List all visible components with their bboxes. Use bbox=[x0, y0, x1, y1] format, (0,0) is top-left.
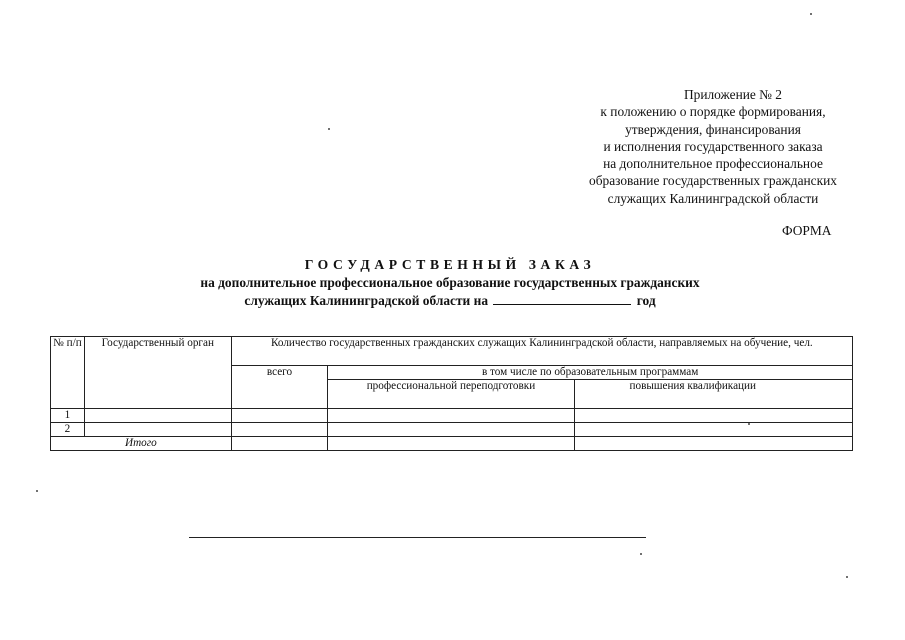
cell-org bbox=[84, 409, 231, 423]
table-total-row bbox=[51, 437, 853, 451]
form-label: ФОРМА bbox=[782, 223, 832, 238]
table-header-row bbox=[51, 337, 853, 366]
cell-qualification bbox=[574, 423, 852, 437]
cell-qualification bbox=[574, 437, 852, 451]
header-org: Государственный орган bbox=[84, 337, 231, 409]
annex-title: Приложение № 2 bbox=[683, 87, 783, 102]
table-row bbox=[51, 423, 853, 437]
cell-total bbox=[231, 409, 328, 423]
signature-line bbox=[189, 537, 646, 538]
cell-org bbox=[84, 423, 231, 437]
header-num: № п/п bbox=[51, 337, 85, 409]
header-count: Количество государственных гражданских служащих Калининградской области, направляемых на обучение, чел. bbox=[231, 337, 852, 366]
scan-speck bbox=[810, 13, 812, 15]
scan-speck bbox=[640, 553, 642, 555]
scan-speck bbox=[328, 128, 330, 130]
header-including: в том числе по образовательным программам bbox=[328, 366, 853, 380]
subtitle-suffix: год bbox=[636, 292, 656, 308]
subtitle-prefix: служащих Калининградской области на bbox=[244, 292, 489, 308]
cell-retraining bbox=[328, 437, 574, 451]
row-number: 1 bbox=[51, 409, 85, 423]
order-table bbox=[50, 336, 853, 451]
scan-speck bbox=[36, 490, 38, 492]
cell-retraining bbox=[328, 409, 574, 423]
cell-retraining bbox=[328, 423, 574, 437]
scan-speck bbox=[748, 423, 750, 425]
cell-total bbox=[231, 437, 328, 451]
year-blank-field bbox=[493, 292, 631, 305]
document-subtitle: на дополнительное профессиональное образование государственных гражданских bbox=[200, 275, 700, 290]
document-subtitle-year bbox=[140, 292, 760, 310]
annex-block bbox=[548, 86, 878, 207]
document-title-block bbox=[140, 256, 760, 309]
annex-line: утверждения, финансирования bbox=[625, 121, 801, 137]
header-total: всего bbox=[231, 366, 328, 409]
cell-qualification bbox=[574, 409, 852, 423]
cell-total bbox=[231, 423, 328, 437]
document-title: ГОСУДАРСТВЕННЫЙ ЗАКАЗ bbox=[304, 257, 596, 272]
row-number: 2 bbox=[51, 423, 85, 437]
total-label: Итого bbox=[51, 437, 232, 451]
annex-line: служащих Калининградской области bbox=[607, 190, 819, 206]
annex-line: и исполнения государственного заказа bbox=[603, 138, 823, 154]
annex-line: образование государственных гражданских bbox=[589, 173, 837, 189]
header-retraining: профессиональной переподготовки bbox=[328, 380, 574, 409]
header-qualification: повышения квалификации bbox=[574, 380, 852, 409]
annex-line: к положению о порядке формирования, bbox=[600, 104, 826, 120]
scan-speck bbox=[846, 576, 848, 578]
annex-line: на дополнительное профессиональное bbox=[603, 156, 823, 172]
table-row bbox=[51, 409, 853, 423]
